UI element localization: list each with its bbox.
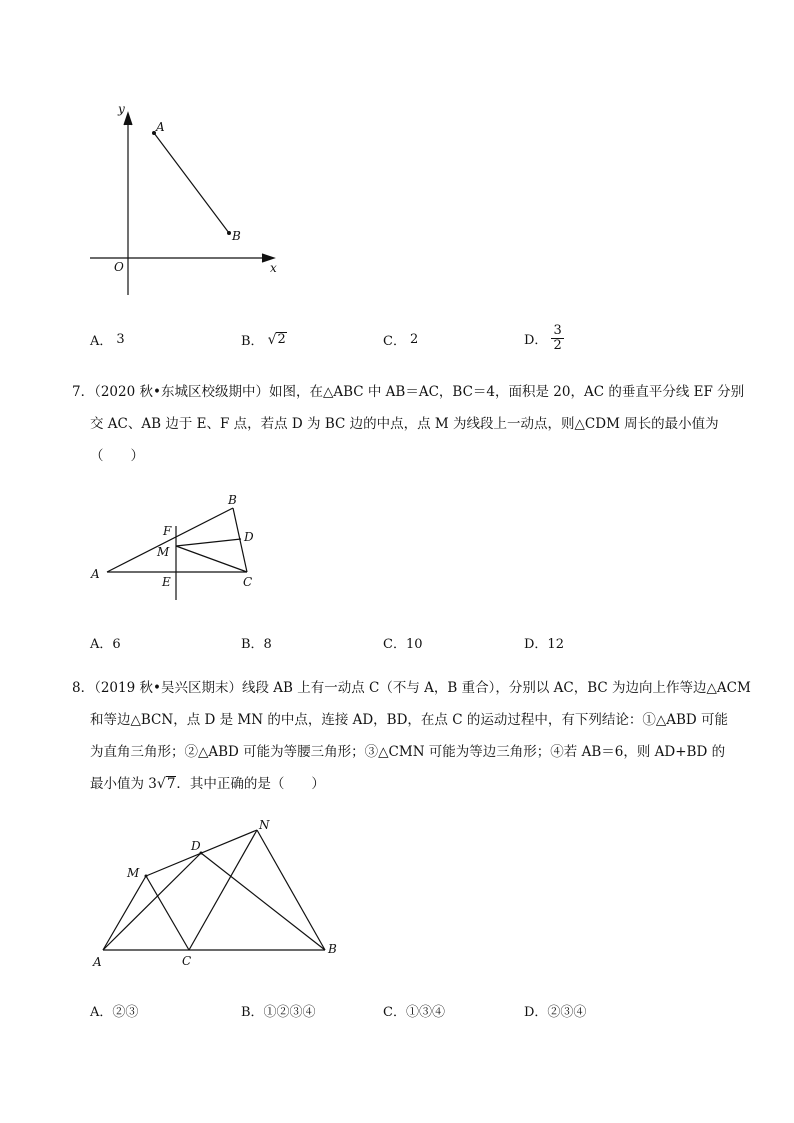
question-7-line-2: 交 AC、AB 边于 E、F 点，若点 D 为 BC 边的中点，点 M 为线段上一动点，则△CDM 周长的最小值为 <box>90 416 719 432</box>
segment-bd <box>201 853 325 950</box>
q8-option-c[interactable] <box>383 1001 445 1020</box>
question-7-line-1: 7．（2020 秋•东城区校级期中）如图，在△ABC 中 AB＝AC，BC＝4，面积是 20，AC 的垂直平分线 EF 分别 <box>72 384 745 400</box>
q8-option-b[interactable] <box>241 1001 316 1020</box>
q7-option-a[interactable] <box>90 633 121 652</box>
equilateral-triangles-figure <box>85 815 355 975</box>
origin-label: O <box>114 260 124 274</box>
question-8-line-4 <box>72 768 712 800</box>
label-m: M <box>127 866 140 880</box>
q8-option-a[interactable] <box>90 1001 138 1020</box>
option-text: A．6 <box>90 637 121 652</box>
option-letter: D． <box>524 333 548 348</box>
side-mc <box>146 876 189 950</box>
point-b <box>227 231 231 235</box>
line-suffix: ．其中正确的是（ ） <box>176 776 325 792</box>
label-f: F <box>163 524 172 538</box>
question-8-line-1: 8．（2019 秋•吴兴区期末）线段 AB 上有一动点 C（不与 A，B 重合），分别以 AC，BC 为边向上作等边△ACM <box>72 680 751 696</box>
segment-ab <box>154 133 229 233</box>
label-n: N <box>259 818 270 832</box>
point-b-label: B <box>232 229 241 243</box>
q7-option-d[interactable] <box>524 633 564 652</box>
label-c: C <box>243 575 253 589</box>
option-text: C．①③④ <box>383 1005 445 1020</box>
triangle-abc-figure <box>85 488 275 608</box>
q6-options <box>90 323 770 356</box>
option-letter: A． <box>90 334 113 349</box>
sqrt-expression <box>268 332 287 347</box>
option-value: 3 <box>116 332 125 347</box>
question-8-text <box>72 672 751 800</box>
y-axis-label: y <box>118 102 125 116</box>
label-m: M <box>157 545 170 559</box>
label-c: C <box>182 954 192 968</box>
sqrt-expression <box>157 776 177 791</box>
fraction <box>551 324 563 353</box>
label-d: D <box>191 839 201 853</box>
y-axis-arrow <box>124 113 132 125</box>
question-8-line-3: 为直角三角形；②△ABD 可能为等腰三角形；③△CMN 可能为等边三角形；④若 AB＝6，则 AD+BD 的 <box>90 744 726 760</box>
option-value: 2 <box>409 332 419 347</box>
option-letter: B． <box>241 334 264 349</box>
numerator: 3 <box>553 323 562 338</box>
option-text: B．①②③④ <box>241 1005 316 1020</box>
option-text: A．②③ <box>90 1005 139 1020</box>
q6-option-b[interactable] <box>241 330 287 349</box>
segment-md <box>176 539 241 546</box>
segment-ad <box>103 853 201 950</box>
q7-option-c[interactable] <box>383 633 423 652</box>
q6-option-c[interactable] <box>383 330 418 349</box>
side-ab <box>107 508 233 572</box>
label-a: A <box>93 955 102 969</box>
coordinate-figure <box>80 95 290 305</box>
line-prefix: 最小值为 3 <box>90 776 157 792</box>
q8-options <box>90 1001 770 1031</box>
label-d: D <box>244 530 254 544</box>
denominator: 2 <box>553 338 562 353</box>
q7-options <box>90 633 770 663</box>
option-letter: C． <box>383 334 406 349</box>
segment-mc <box>176 546 247 572</box>
point-a-label: A <box>156 120 165 134</box>
radical-sign: √ <box>267 332 277 348</box>
label-e: E <box>162 575 171 589</box>
x-axis-label: x <box>270 261 277 275</box>
label-b: B <box>228 493 237 507</box>
label-a: A <box>91 567 100 581</box>
question-8-line-2: 和等边△BCN，点 D 是 MN 的中点，连接 AD，BD，在点 C 的运动过程中，有下列结论：①△ABD 可能 <box>90 712 729 728</box>
option-text: D．12 <box>524 637 564 652</box>
question-7-line-3: （ ） <box>90 448 144 464</box>
label-b: B <box>328 942 337 956</box>
radicand: 7 <box>166 776 176 792</box>
radicand: 2 <box>277 332 286 347</box>
option-text: D．②③④ <box>524 1005 587 1020</box>
option-text: C．10 <box>383 637 423 652</box>
option-text: B．8 <box>241 637 272 652</box>
q6-option-a[interactable] <box>90 330 125 349</box>
q7-option-b[interactable] <box>241 633 272 652</box>
radical-sign: √ <box>156 776 166 792</box>
point-m <box>145 875 148 878</box>
q8-option-d[interactable] <box>524 1001 586 1020</box>
side-nb <box>257 830 325 950</box>
q6-option-d[interactable] <box>524 324 564 353</box>
question-7-text <box>72 376 745 472</box>
